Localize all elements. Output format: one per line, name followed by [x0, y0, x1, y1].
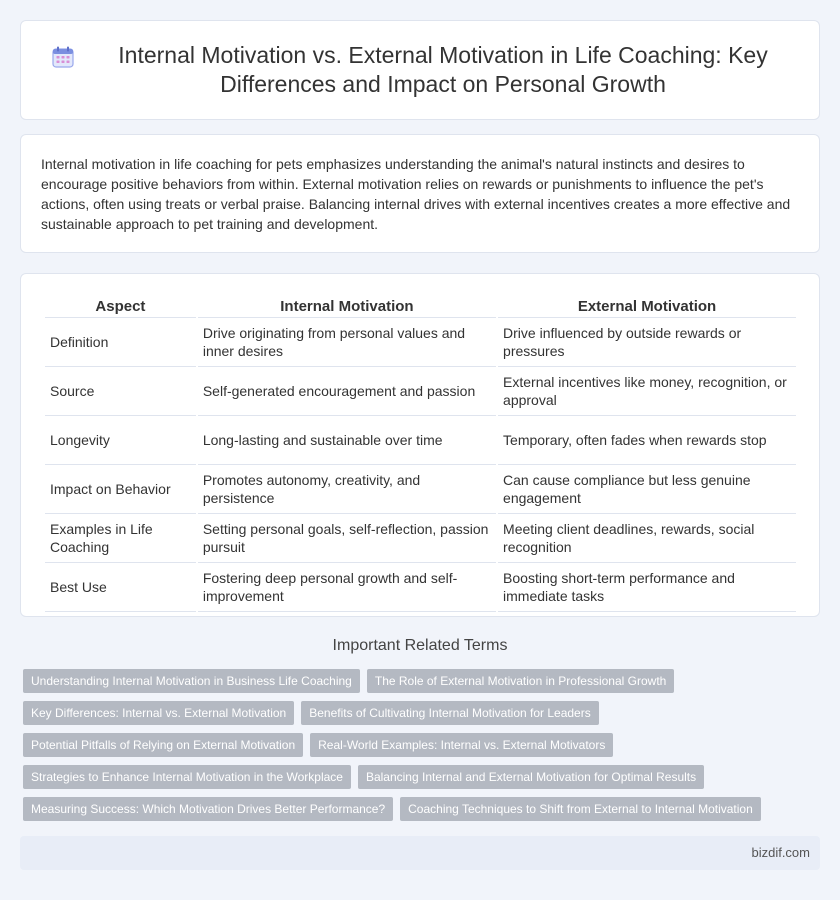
title-card [20, 20, 820, 120]
cell-external: Can cause compliance but less genuine engagement [498, 465, 796, 514]
footer [20, 836, 820, 870]
cell-aspect: Source [45, 367, 196, 416]
related-term-link[interactable]: Balancing Internal and External Motivation for Optimal Results [358, 765, 704, 789]
cell-aspect: Definition [45, 318, 196, 367]
related-term-link[interactable]: Potential Pitfalls of Relying on External Motivation [23, 733, 303, 757]
related-term-link[interactable]: The Role of External Motivation in Professional Growth [367, 669, 674, 693]
cell-aspect: Best Use [45, 563, 196, 612]
cell-aspect: Longevity [45, 416, 196, 465]
cell-external: External incentives like money, recognition, or approval [498, 367, 796, 416]
related-terms-heading: Important Related Terms [332, 637, 508, 654]
cell-external: Drive influenced by outside rewards or pressures [498, 318, 796, 367]
table-row [45, 318, 796, 367]
intro-card [20, 134, 820, 253]
cell-aspect: Impact on Behavior [45, 465, 196, 514]
related-term-link[interactable]: Strategies to Enhance Internal Motivation in the Workplace [23, 765, 351, 789]
calendar-icon [51, 45, 75, 69]
related-term-link[interactable]: Real-World Examples: Internal vs. External Motivators [310, 733, 613, 757]
table-row [45, 465, 796, 514]
table-row [45, 416, 796, 465]
table-row [45, 563, 796, 612]
header-external: External Motivation [498, 296, 796, 318]
comparison-card [20, 273, 820, 617]
related-term-link[interactable]: Understanding Internal Motivation in Business Life Coaching [23, 669, 360, 693]
header-aspect: Aspect [45, 296, 196, 318]
header-internal: Internal Motivation [198, 296, 496, 318]
related-term-link[interactable]: Benefits of Cultivating Internal Motivation for Leaders [301, 701, 598, 725]
cell-external: Temporary, often fades when rewards stop [498, 416, 796, 465]
cell-external: Boosting short-term performance and immediate tasks [498, 563, 796, 612]
related-term-link[interactable]: Measuring Success: Which Motivation Drives Better Performance? [23, 797, 393, 821]
cell-external: Meeting client deadlines, rewards, social recognition [498, 514, 796, 563]
cell-aspect: Examples in Life Coaching [45, 514, 196, 563]
related-term-link[interactable]: Coaching Techniques to Shift from External to Internal Motivation [400, 797, 761, 821]
comparison-table [43, 296, 798, 612]
related-term-link[interactable]: Key Differences: Internal vs. External Motivation [23, 701, 294, 725]
cell-internal: Promotes autonomy, creativity, and persistence [198, 465, 496, 514]
cell-internal: Setting personal goals, self-reflection, passion pursuit [198, 514, 496, 563]
cell-internal: Long-lasting and sustainable over time [198, 416, 496, 465]
table-header-row [45, 296, 796, 318]
related-terms-list [23, 669, 823, 829]
cell-internal: Fostering deep personal growth and self-improvement [198, 563, 496, 612]
footer-site-link[interactable]: bizdif.com [751, 845, 810, 860]
page-title: Internal Motivation vs. External Motivation in Life Coaching: Key Differences and Impact on Personal Growth [118, 42, 768, 97]
cell-internal: Self-generated encouragement and passion [198, 367, 496, 416]
intro-paragraph: Internal motivation in life coaching for pets emphasizes understanding the animal's natural instincts and desires to encourage positive behaviors from within. External motivation relies on rewards or punishments to influence the pet's actions, often using treats or verbal praise. Balancing internal drives with external incentives creates a more effective and sustainable approach to pet training and development. [41, 156, 791, 232]
table-row [45, 367, 796, 416]
table-row [45, 514, 796, 563]
cell-internal: Drive originating from personal values and inner desires [198, 318, 496, 367]
